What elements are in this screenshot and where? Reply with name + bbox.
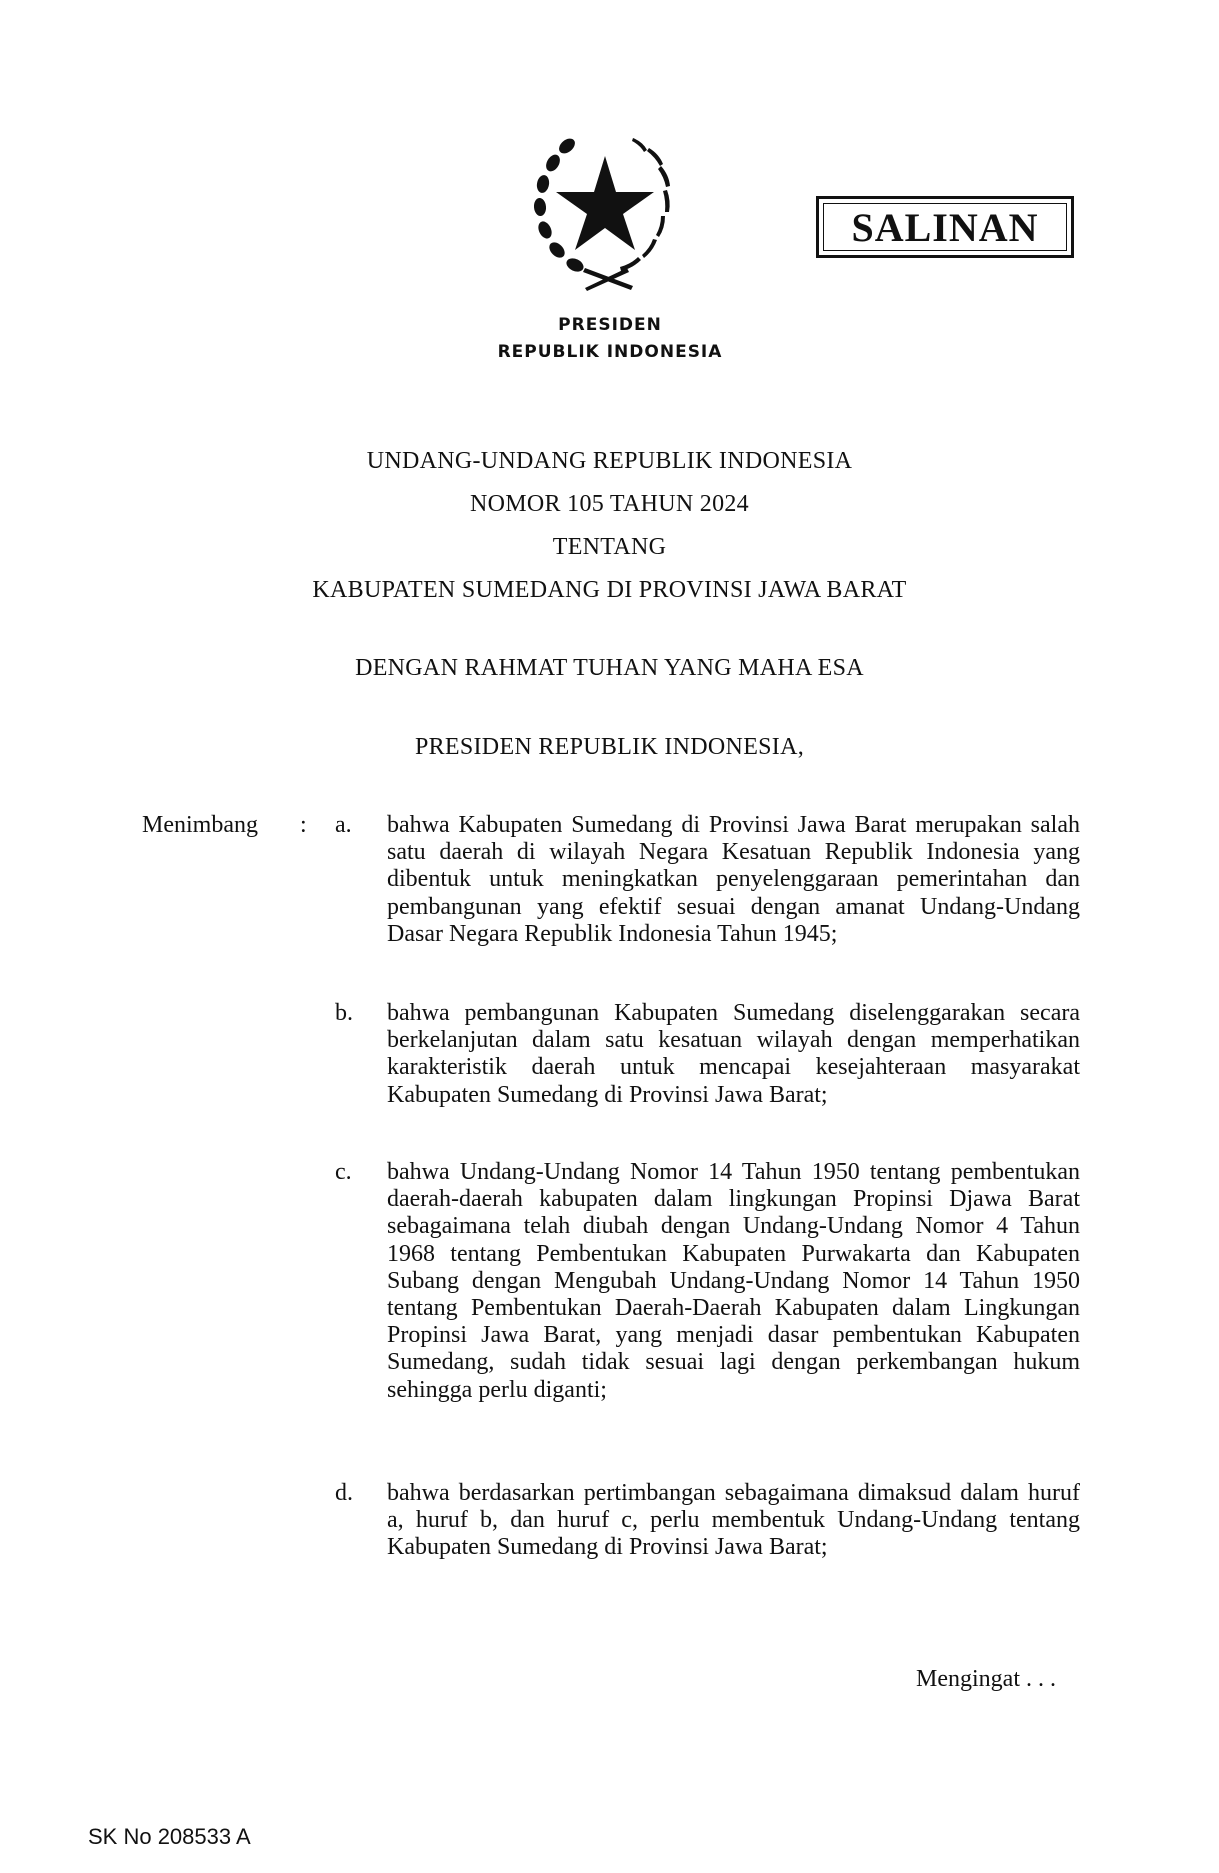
title-line-1: UNDANG-UNDANG REPUBLIK INDONESIA <box>366 448 853 474</box>
sk-number: SK No 208533 A <box>88 1824 251 1849</box>
copy-stamp <box>816 196 1074 258</box>
state-emblem-icon <box>515 118 695 298</box>
star-icon <box>556 156 654 250</box>
item-letter: b. <box>335 1000 353 1026</box>
invocation: DENGAN RAHMAT TUHAN YANG MAHA ESA <box>355 655 864 681</box>
menimbang-separator: : <box>300 812 307 838</box>
issuer-label <box>430 312 790 366</box>
item-letter: a. <box>335 812 352 838</box>
menimbang-label: Menimbang <box>142 812 258 838</box>
copy-stamp-label: SALINAN <box>851 204 1039 250</box>
item-text: bahwa berdasarkan pertimbangan sebagaimana dimaksud dalam huruf a, huruf b, dan huruf c, perlu membentuk Undang-Undang tentang Kabupaten Sumedang di Provinsi Jawa Barat; <box>387 1480 1080 1561</box>
title-line-3: TENTANG <box>552 534 667 560</box>
title-line-2: NOMOR 105 TAHUN 2024 <box>470 491 749 517</box>
item-text: bahwa pembangunan Kabupaten Sumedang diselenggarakan secara berkelanjutan dalam satu kesatuan wilayah dengan memperhatikan karakteristik daerah untuk mencapai kesejahteraan masyarakat Kabupaten Sumedang di Provinsi Jawa Barat; <box>387 1000 1080 1108</box>
authority: PRESIDEN REPUBLIK INDONESIA, <box>414 734 805 760</box>
title-line-4: KABUPATEN SUMEDANG DI PROVINSI JAWA BARAT <box>312 577 907 603</box>
item-text: bahwa Undang-Undang Nomor 14 Tahun 1950 tentang pembentukan daerah-daerah kabupaten dalam lingkungan Propinsi Djawa Barat sebagaimana telah diubah dengan Undang-Undang Nomor 4 Tahun 1968 tentang Pembentukan Kabupaten Purwakarta dan Kabupaten Subang dengan Mengubah Undang-Undang Nomor 14 Tahun 1950 tentang Pembentukan Daerah-Daerah Kabupaten dalam Lingkungan Propinsi Jawa Barat, yang menjadi dasar pembentukan Kabupaten Sumedang, sudah tidak sesuai lagi dengan perkembangan hukum sehingga perlu diganti; <box>387 1159 1080 1403</box>
item-text: bahwa Kabupaten Sumedang di Provinsi Jawa Barat merupakan salah satu daerah di wilayah Negara Kesatuan Republik Indonesia yang dibentuk untuk meningkatkan penyelenggaraan pemerintahan dan pembangunan yang efektif sesuai dengan amanat Undang-Undang Dasar Negara Republik Indonesia Tahun 1945; <box>387 812 1080 947</box>
item-letter: d. <box>335 1480 353 1506</box>
issuer-line-1: PRESIDEN <box>558 315 662 335</box>
issuer-line-2: REPUBLIK INDONESIA <box>497 342 723 362</box>
continuation-marker: Mengingat . . . <box>916 1666 1056 1692</box>
item-letter: c. <box>335 1159 352 1185</box>
